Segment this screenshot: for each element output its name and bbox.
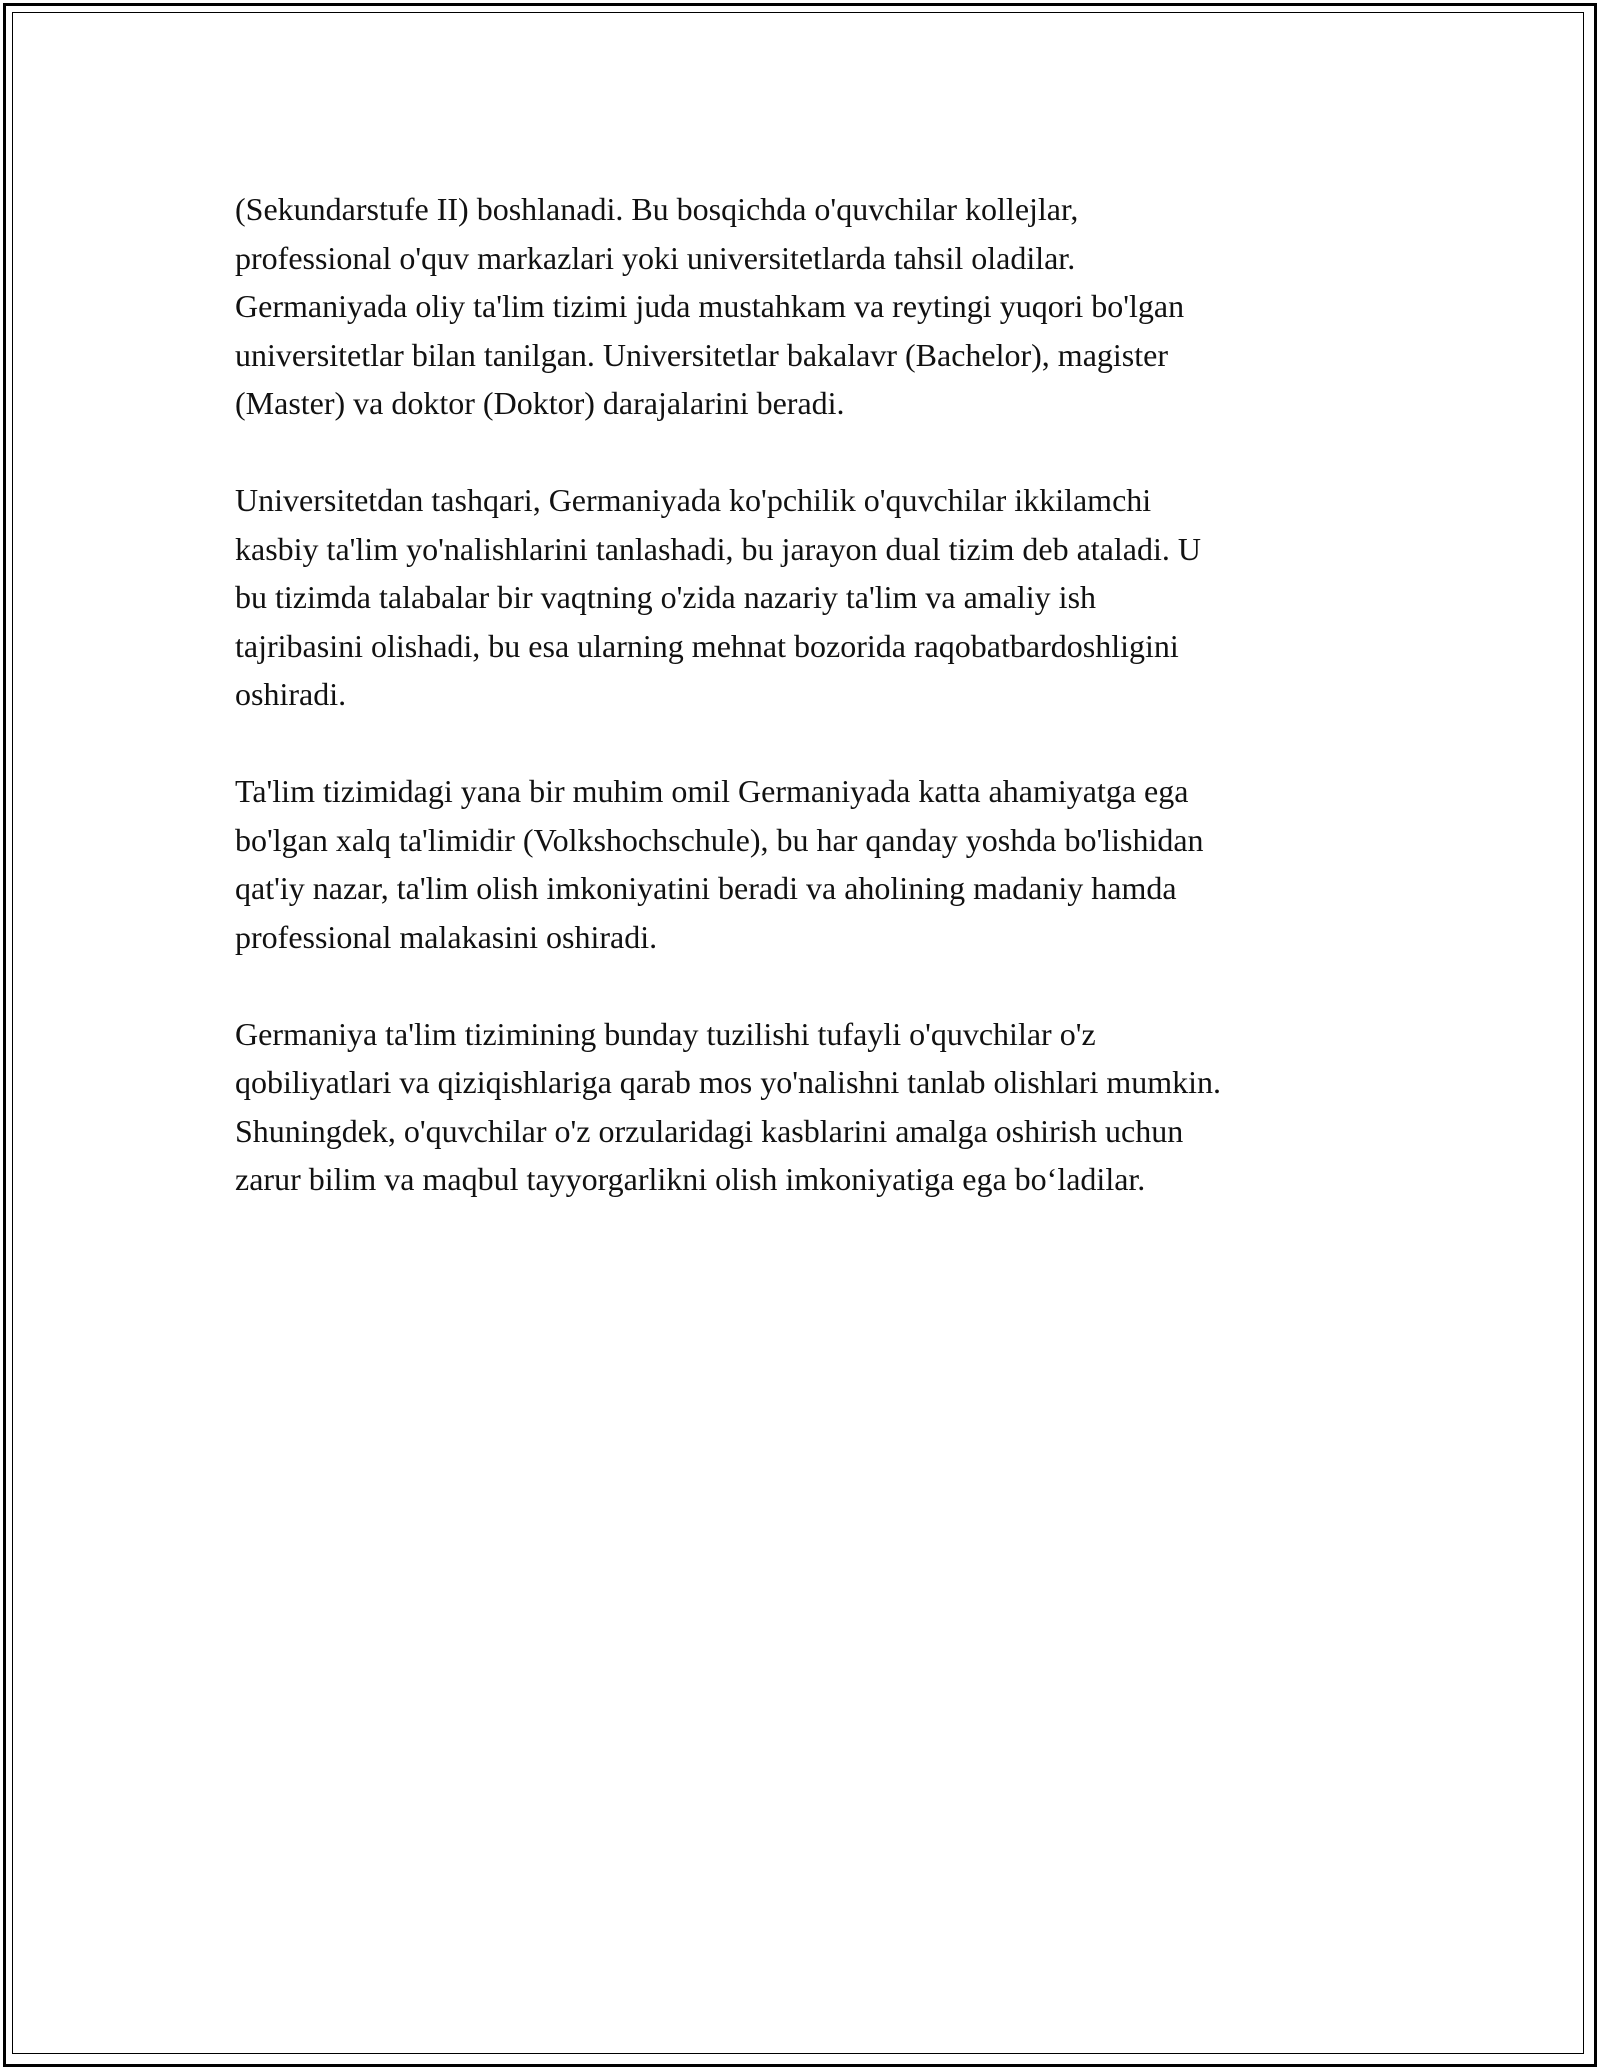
paragraph-dual-system: Universitetdan tashqari, Germaniyada ko'pchilik o'quvchilar ikkilamchi kasbiy ta'lim yo'nalishlarini tanlashadi, bu jarayon dual tizim deb ataladi. U bu tizimda talabalar bir vaqtning o'zida nazariy ta'lim va amaliy ish tajribasini olishadi, bu esa ularning mehnat bozorida raqobatbardoshligini oshiradi. [235, 482, 1201, 712]
paragraph-volkshochschule: Ta'lim tizimidagi yana bir muhim omil Germaniyada katta ahamiyatga ega bo'lgan xalq ta'limidir (Volkshochschule), bu har qanday yoshda bo'lishidan qat'iy nazar, ta'lim olish imkoniyatini beradi va aholining madaniy hamda professional malakasini oshiradi. [235, 773, 1204, 955]
paragraph-higher-education: (Sekundarstufe II) boshlanadi. Bu bosqichda o'quvchilar kollejlar, professional o'quv markazlari yoki universitetlarda tahsil oladilar. Germaniyada oliy ta'lim tizimi juda mustahkam va reytingi yuqori bo'lgan universitetlar bilan tanilgan. Universitetlar bakalavr (Bachelor), magister (Master) va doktor (Doktor) darajalarini beradi. [235, 191, 1185, 421]
document-body [235, 185, 1380, 1252]
paragraph-conclusion: Germaniya ta'lim tizimining bunday tuzilishi tufayli o'quvchilar o'z qobiliyatlari va qiziqishlariga qarab mos yo'nalishni tanlab olishlari mumkin. Shuningdek, o'quvchilar o'z orzularidagi kasblarini amalga oshirish uchun zarur bilim va maqbul tayyorgarlikni olish imkoniyatiga ega bo‘ladilar. [235, 1015, 1222, 1197]
